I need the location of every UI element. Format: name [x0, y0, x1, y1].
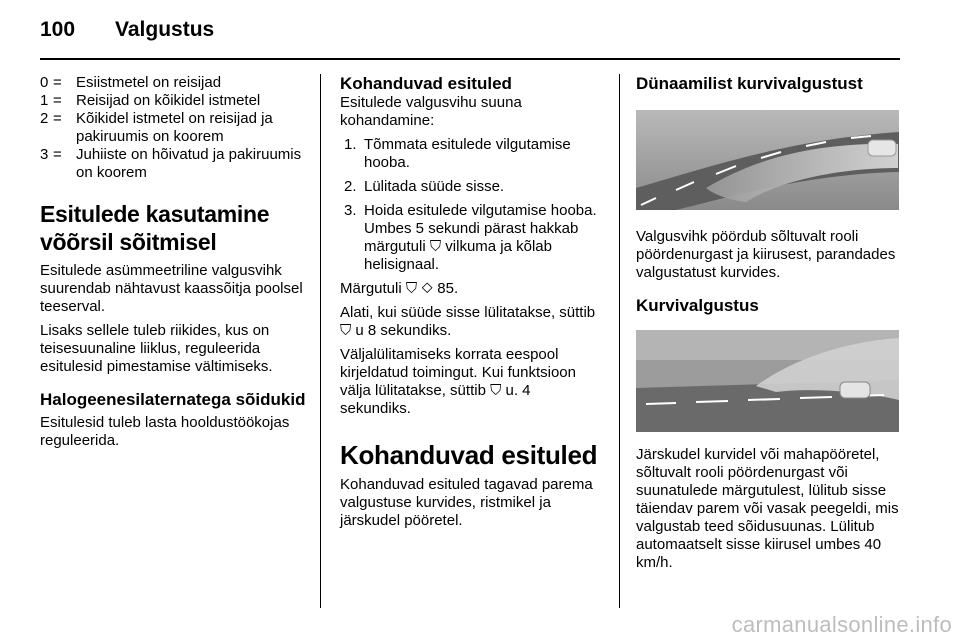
legend-value: Kõikidel istmetel on reisijad ja pakiruumis on koorem	[76, 110, 273, 145]
watermark: carmanualsonline.info	[731, 612, 952, 637]
heading-cornering: Kurvivalgustus	[636, 296, 759, 315]
paragraph-adjust-abroad: Lisaks sellele tuleb riikides, kus on teisesuunaline liiklus, reguleerida esitulesid pimestamise vältimiseks.	[40, 322, 273, 375]
step-text: Hoida esitulede vilgutamise hooba. Umbes 5 sekundi pärast hakkab märgutuli ⛉ vilkuma ja kõlab helisignaal.	[364, 202, 597, 273]
paragraph-intro: Esitulede valgusvihu suuna kohandamine:	[340, 94, 522, 129]
paragraph-dynamic: Valgusvihk pöördub sõltuvalt rooli pöördenurgast ja kiirusest, parandades valgustatust kurvides.	[636, 228, 896, 281]
paragraph-ignition: Alati, kui süüde sisse lülitatakse, süttib ⛉ u 8 sekundiks.	[340, 304, 596, 339]
legend-key: 1	[40, 92, 49, 109]
paragraph-adaptive: Kohanduvad esituled tagavad parema valgustuse kurvides, ristmikel ja järskudel pööretel.	[340, 476, 593, 529]
legend-eq: =	[53, 110, 62, 127]
step-item	[340, 202, 602, 274]
legend-item	[40, 110, 308, 146]
paragraph-halogen: Esitulesid tuleb lasta hooldustöökojas reguleerida.	[40, 414, 290, 449]
column-2	[340, 74, 602, 530]
step-item	[340, 136, 602, 172]
column-1	[40, 74, 308, 450]
paragraph-indicator-ref: Märgutuli ⛉ ◇ 85.	[340, 280, 459, 297]
heading-left-traffic: Esitulede kasutamine võõrsil sõitmisel	[40, 201, 270, 255]
heading-halogen: Halogeenesilaternatega sõidukid	[40, 390, 306, 409]
paragraph-asymmetric-beam: Esitulede asümmeetriline valgusvihk suurendab nähtavust kaassõitja poolsel teeserval.	[40, 262, 303, 315]
step-number: 2.	[344, 178, 357, 195]
legend-item	[40, 146, 308, 182]
page-number: 100	[40, 18, 76, 41]
column-divider-2	[619, 74, 620, 608]
legend-eq: =	[53, 92, 62, 109]
step-number: 1.	[344, 136, 357, 153]
column-3	[636, 74, 902, 572]
legend-eq: =	[53, 74, 62, 91]
legend-value: Reisijad on kõikidel istmetel	[76, 92, 261, 109]
step-item	[340, 178, 602, 196]
column-divider-1	[320, 74, 321, 608]
page-title: Valgustus	[115, 18, 215, 41]
legend-eq: =	[53, 146, 62, 163]
legend-key: 3	[40, 146, 49, 163]
cornering-light-illustration	[636, 330, 899, 432]
heading-adaptive: Kohanduvad esituled	[340, 74, 512, 93]
steps-list	[340, 136, 602, 274]
step-text: Lülitada süüde sisse.	[364, 178, 505, 195]
dynamic-light-illustration	[636, 110, 899, 210]
legend-list	[40, 74, 308, 182]
legend-item	[40, 92, 308, 110]
step-number: 3.	[344, 202, 357, 219]
paragraph-cornering: Järskudel kurvidel või mahapööretel, sõltuvalt rooli pöördenurgast või suunatulede märgutulest, lülitub sisse täiendav parem või vasak peegeldi, mis valgustab teed sõidusuunas. Lülitub automaatselt sisse kiirusel umbes 40 km/h.	[636, 446, 899, 571]
legend-value: Juhiiste on hõivatud ja pakiruumis on koorem	[76, 146, 302, 181]
legend-key: 0	[40, 74, 49, 91]
header-rule	[40, 58, 900, 60]
legend-item	[40, 74, 308, 92]
legend-value: Esiistmetel on reisijad	[76, 74, 222, 91]
heading-adaptive-big: Kohanduvad esituled	[340, 440, 598, 470]
heading-dynamic: Dünaamilist kurvivalgustust	[636, 74, 863, 93]
paragraph-disable: Väljalülitamiseks korrata eespool kirjeldatud toimingut. Kui funktsioon välja lülitatakse, süttib ⛉ u. 4 sekundiks.	[340, 346, 576, 417]
legend-key: 2	[40, 110, 49, 127]
step-text: Tõmmata esitulede vilgutamise hooba.	[364, 136, 571, 171]
